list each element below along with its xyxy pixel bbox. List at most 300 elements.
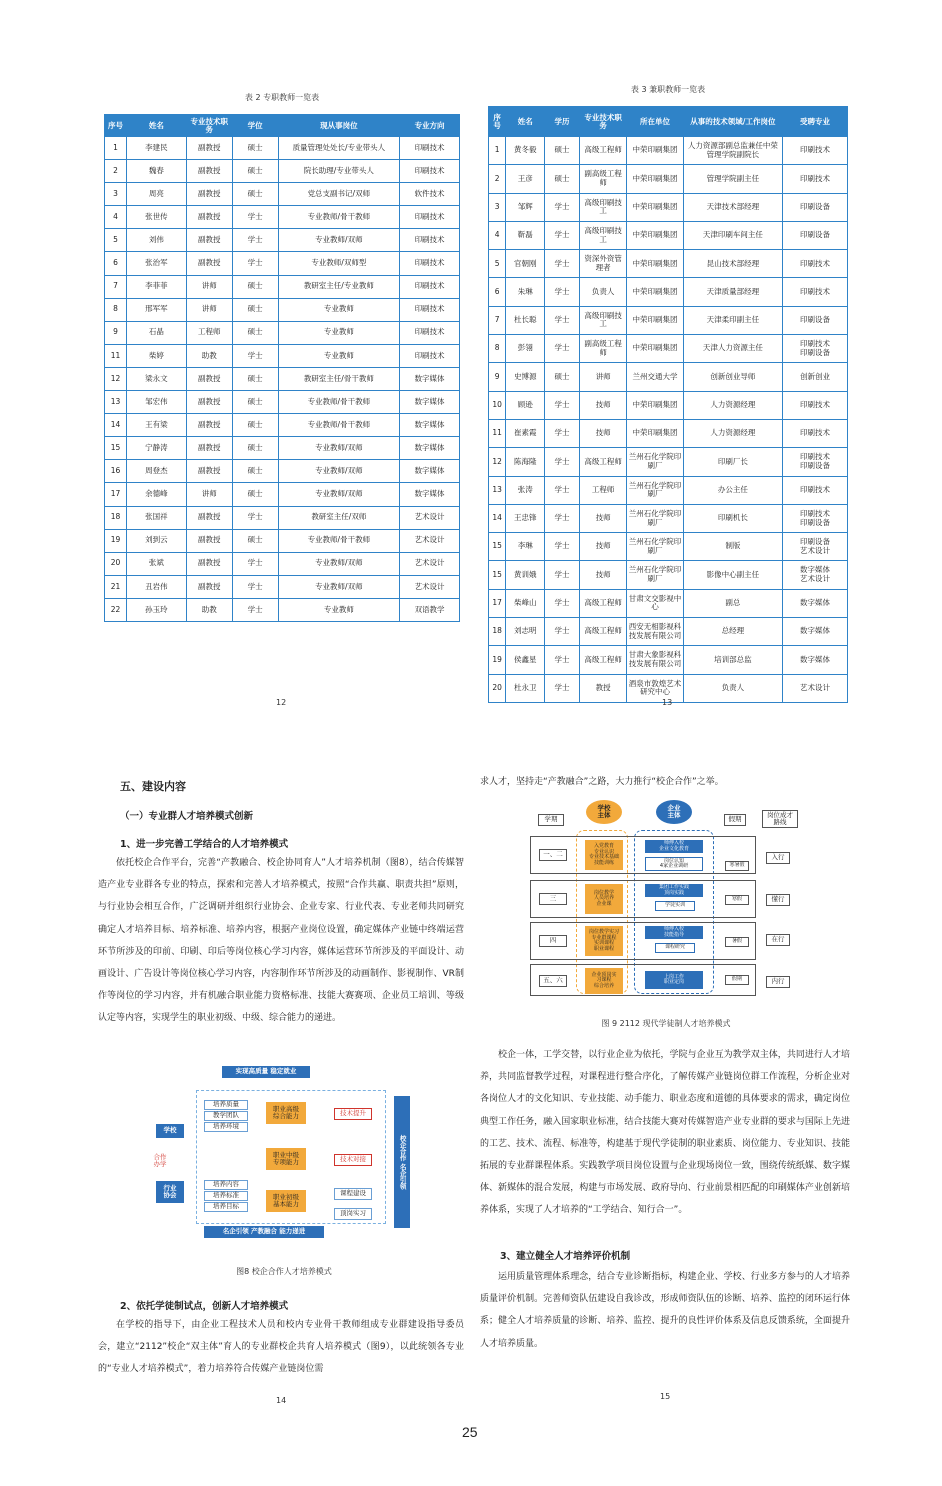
table-row	[105, 321, 460, 344]
fig9-stage-1: 入行	[766, 852, 790, 864]
table-row	[105, 137, 460, 160]
table2-cell: 教研室主任/专业教师	[278, 275, 400, 298]
table3-cell: 学士	[545, 306, 580, 334]
table2-cell: 学士	[232, 229, 278, 252]
table2-cell: 副教授	[186, 414, 232, 437]
table3-cell: 印刷设备 艺术设计	[783, 533, 848, 561]
table3-cell: 兰州石化学院印刷厂	[627, 561, 683, 589]
table3-cell: 印刷技术	[783, 165, 848, 193]
table3-cell: 10	[489, 391, 506, 419]
table2-cell: 专业教师/骨干教师	[278, 414, 400, 437]
fig9-term-1: 一、二	[539, 849, 567, 861]
table3-cell: 副高级工程师	[579, 165, 627, 193]
table2-cell: 5	[105, 229, 127, 252]
table3-cell: 13	[489, 476, 506, 504]
fig9-ent-item-3b: 课程研究	[655, 943, 695, 953]
table3-cell: 印刷厂长	[683, 448, 782, 476]
table3-cell: 学士	[545, 533, 580, 561]
table-row	[105, 598, 460, 621]
fig9-ent-item-3a: 师傅入校 技能指导	[645, 926, 703, 939]
table2-cell: 张世传	[126, 206, 186, 229]
table3-cell: 学士	[545, 476, 580, 504]
fig8-school-label: 学校	[156, 1124, 184, 1138]
table3-cell: 印刷技术 印刷设备	[783, 448, 848, 476]
table3-cell: 技师	[579, 504, 627, 532]
table-row	[489, 646, 848, 674]
table3-cell: 教授	[579, 674, 627, 702]
table2-cell: 余德峰	[126, 483, 186, 506]
table2-cell: 讲师	[186, 275, 232, 298]
table3-cell: 中荣印刷集团	[627, 335, 683, 363]
table3-cell: 创新创业导师	[683, 363, 782, 391]
table2-cell: 7	[105, 275, 127, 298]
fig9-holiday-2: 寒假	[725, 895, 749, 905]
table3-cell: 数字媒体 艺术设计	[783, 561, 848, 589]
table2-cell: 副教授	[186, 552, 232, 575]
table3-cell: 培训部总监	[683, 646, 782, 674]
table3-cell: 朱琳	[506, 278, 545, 306]
fig8-bottom-banner: 名企引领 产教融合 能力递进	[204, 1226, 324, 1238]
table2-cell: 印刷技术	[400, 252, 460, 275]
table3-cell: 学士	[545, 448, 580, 476]
table3-part-time-teachers	[488, 106, 848, 703]
table3-cell: 15	[489, 561, 506, 589]
table3-cell: 高级工程师	[579, 448, 627, 476]
table2-cell: 李菲菲	[126, 275, 186, 298]
table2-cell: 20	[105, 552, 127, 575]
table2-cell: 院长助理/专业带头人	[278, 160, 400, 183]
fig8-level-high: 职业高级 综合能力	[266, 1102, 306, 1124]
table-row	[489, 533, 848, 561]
table2-teachers	[104, 114, 460, 622]
table2-cell: 柴婷	[126, 344, 186, 367]
table2-cell: 硕士	[232, 321, 278, 344]
table2-cell: 数字媒体	[400, 367, 460, 390]
table3-cell: 王彦	[506, 165, 545, 193]
table3-cell: 11	[489, 419, 506, 447]
table3-cell: 高级印刷技工	[579, 221, 627, 249]
table2-cell: 3	[105, 183, 127, 206]
fig9-term-header: 学期	[538, 814, 564, 826]
table-row	[489, 391, 848, 419]
table-row	[489, 363, 848, 391]
table3-cell: 2	[489, 165, 506, 193]
paragraph-3: 校企一体，工学交替，以行业企业为依托，学院与企业互为教学双主体，共同进行人才培养，共同监督教学过程，对课程进行整合序化，了解传媒产业链岗位群工作流程，分析企业对各岗位人才的文化知识、专业技能、动手能力、职业态度和道德的具体要求的需求，确定岗位典型工作任务，融入国家职业标准，结合技能大赛对传媒智造产业专业群的要求与国际上先进的工艺、技术、流程、标准等，构建基于现代学徒制的职业素质、岗位能力、专业知识、技能拓展的专业群课程体系。实践教学项目岗位设置与企业现场岗位一致，围绕传统纸媒、数字媒体、新媒体的混合发展，构建与市场发展、政府导向、行业前景相匹配的印刷媒体产业创新培养体系，实现了人才培养的“工学结合、知行合一”。	[480, 1050, 850, 1216]
fig8-box-goal: 培养目标	[204, 1202, 248, 1212]
table2-cell: 印刷技术	[400, 298, 460, 321]
table2-cell: 学士	[232, 598, 278, 621]
table3-cell: 中荣印刷集团	[627, 221, 683, 249]
table3-cell: 天津人力资源主任	[683, 335, 782, 363]
table3-cell: 印刷技术	[783, 391, 848, 419]
table3-cell: 王忠锋	[506, 504, 545, 532]
table-row	[105, 298, 460, 321]
paragraph-2: 在学校的指导下，由企业工程技术人员和校内专业骨干教师组成专业群建设指导委员会，建立“2112”校企“双主体”育人的专业群校企共育人培养模式（图9），以此统领各专业的“专业人才培养模式”，着力培养符合传媒产业链岗位需	[98, 1320, 464, 1375]
table3-cell: 李琳	[506, 533, 545, 561]
table3-cell: 技师	[579, 419, 627, 447]
table3-cell: 学士	[545, 193, 580, 221]
table2-cell: 硕士	[232, 298, 278, 321]
fig9-school-item-2: 岗位教学 人员培养 企业课	[585, 884, 623, 914]
table2-cell: 印刷技术	[400, 160, 460, 183]
fig9-path-header: 岗位成才 路线	[762, 810, 798, 828]
table3-cell: 人力资源经理	[683, 419, 782, 447]
page-number-12: 12	[276, 698, 287, 707]
fig8-bottom-boxes	[204, 1180, 248, 1212]
table3-cell: 硕士	[545, 363, 580, 391]
fig9-school-item-4: 企业顶岗实 习课程 综合培养	[585, 968, 623, 994]
table3-cell: 杜永卫	[506, 674, 545, 702]
fig9-term-3: 四	[539, 935, 567, 947]
table2-cell: 副教授	[186, 252, 232, 275]
table2-cell: 2	[105, 160, 127, 183]
fig9-row-1	[530, 836, 756, 874]
fig9-ent-item-4: 上岗工作 职业定岗	[645, 971, 703, 989]
table-row	[105, 552, 460, 575]
table-row	[489, 221, 848, 249]
table2-cell: 副教授	[186, 206, 232, 229]
table-row	[105, 391, 460, 414]
table2-cell: 学士	[232, 252, 278, 275]
table3-cell: 高级工程师	[579, 589, 627, 617]
table3-header-6: 受聘专业	[783, 107, 848, 137]
table2-cell: 专业教师/双师	[278, 229, 400, 252]
table-row	[105, 367, 460, 390]
table2-cell: 数字媒体	[400, 460, 460, 483]
table2-cell: 副教授	[186, 137, 232, 160]
table3-cell: 天津质量部经理	[683, 278, 782, 306]
table-row	[105, 529, 460, 552]
table2-cell: 工程师	[186, 321, 232, 344]
table2-cell: 数字媒体	[400, 483, 460, 506]
table3-cell: 高级工程师	[579, 646, 627, 674]
table3-cell: 印刷技术	[783, 476, 848, 504]
table3-cell: 办公主任	[683, 476, 782, 504]
table3-cell: 学士	[545, 674, 580, 702]
fig9-row-3	[530, 922, 756, 960]
table2-cell: 副教授	[186, 575, 232, 598]
table3-cell: 天津印刷车间主任	[683, 221, 782, 249]
table3-cell: 甘肃文交影视中心	[627, 589, 683, 617]
table-row	[105, 575, 460, 598]
table2-cell: 学士	[232, 552, 278, 575]
table2-cell: 教研室主任/双师	[278, 506, 400, 529]
table3-cell: 甘肃大象影视科技发展有限公司	[627, 646, 683, 674]
table2-cell: 讲师	[186, 298, 232, 321]
table2-cell: 专业教师/骨干教师	[278, 206, 400, 229]
table3-cell: 学士	[545, 589, 580, 617]
table3-cell: 黄训娥	[506, 561, 545, 589]
table3-cell: 中荣印刷集团	[627, 391, 683, 419]
table2-cell: 专业教师/双师	[278, 575, 400, 598]
table3-cell: 中荣印刷集团	[627, 137, 683, 165]
table2-cell: 孙玉玲	[126, 598, 186, 621]
subsection-1-3-title: 3、建立健全人才培养评价机制	[500, 1251, 631, 1262]
table2-cell: 14	[105, 414, 127, 437]
fig9-holiday-4: 假期	[725, 975, 749, 985]
table2-cell: 数字媒体	[400, 391, 460, 414]
table3-cell: 学士	[545, 250, 580, 278]
fig8-coop-label: 合作 办学	[153, 1152, 167, 1168]
table3-cell: 学士	[545, 618, 580, 646]
fig8-level-mid: 职业中级 专项能力	[266, 1148, 306, 1170]
table2-cell: 硕士	[232, 391, 278, 414]
table2-cell: 教研室主任/骨干教师	[278, 367, 400, 390]
table2-cell: 梁永文	[126, 367, 186, 390]
table3-cell: 6	[489, 278, 506, 306]
table3-cell: 印刷设备	[783, 306, 848, 334]
table2-cell: 硕士	[232, 483, 278, 506]
subsection-title-1: （一）专业群人才培养模式创新	[120, 811, 254, 822]
table3-cell: 靳磊	[506, 221, 545, 249]
table2-cell: 18	[105, 506, 127, 529]
subsection-1-1-title: 1、进一步完善工学结合的人才培养模式	[120, 839, 289, 850]
table2-cell: 专业教师/骨干教师	[278, 391, 400, 414]
table2-cell: 硕士	[232, 275, 278, 298]
table3-cell: 天津柔印副主任	[683, 306, 782, 334]
table2-cell: 张国祥	[126, 506, 186, 529]
table3-cell: 9	[489, 363, 506, 391]
fig9-holiday-1: 寒暑假	[725, 861, 749, 871]
table3-cell: 张涛	[506, 476, 545, 504]
table3-cell: 20	[489, 674, 506, 702]
table3-cell: 中荣印刷集团	[627, 250, 683, 278]
table3-cell: 12	[489, 448, 506, 476]
table3-cell: 数字媒体	[783, 589, 848, 617]
table3-cell: 印刷技术	[783, 137, 848, 165]
table-row	[105, 229, 460, 252]
fig8-box-content: 培养内容	[204, 1180, 248, 1190]
page-number-13: 13	[662, 698, 673, 707]
table3-cell: 8	[489, 335, 506, 363]
table2-cell: 刘伟	[126, 229, 186, 252]
table3-cell: 副总	[683, 589, 782, 617]
fig8-level-basic: 职业初级 基本能力	[266, 1190, 306, 1212]
table2-cell: 13	[105, 391, 127, 414]
table-row	[105, 160, 460, 183]
table2-header-1: 姓名	[126, 115, 186, 137]
table3-cell: 学士	[545, 221, 580, 249]
table3-header-2: 学历	[545, 107, 580, 137]
table-row	[105, 437, 460, 460]
table2-cell: 15	[105, 437, 127, 460]
table-row	[105, 183, 460, 206]
table3-header-1: 姓名	[506, 107, 545, 137]
table3-cell: 技师	[579, 533, 627, 561]
table2-cell: 艺术设计	[400, 552, 460, 575]
table3-cell: 影像中心副主任	[683, 561, 782, 589]
table3-cell: 印刷机长	[683, 504, 782, 532]
table2-cell: 19	[105, 529, 127, 552]
fig9-holiday-3: 暑假	[725, 937, 749, 947]
table2-cell: 副教授	[186, 160, 232, 183]
table3-cell: 负责人	[683, 674, 782, 702]
table2-cell: 丑岩伟	[126, 575, 186, 598]
table2-cell: 21	[105, 575, 127, 598]
table3-cell: 14	[489, 504, 506, 532]
table2-cell: 副教授	[186, 367, 232, 390]
fig8-box-team: 教学团队	[204, 1111, 248, 1121]
fig9-school-item-3: 岗位教学实习 专业群课程 实训课程 职业课程	[585, 926, 623, 956]
table2-cell: 宁静涛	[126, 437, 186, 460]
table3-cell: 杜长聪	[506, 306, 545, 334]
table3-cell: 陈海隆	[506, 448, 545, 476]
table2-cell: 助教	[186, 598, 232, 621]
table2-cell: 助教	[186, 344, 232, 367]
fig9-ent-item-1a: 师傅入校 企业文化教育	[645, 840, 703, 853]
table-row	[489, 250, 848, 278]
table3-cell: 5	[489, 250, 506, 278]
table3-cell: 1	[489, 137, 506, 165]
table3-cell: 7	[489, 306, 506, 334]
table3-header-row	[489, 107, 848, 137]
table3-cell: 侯鑫星	[506, 646, 545, 674]
table2-cell: 专业教师/骨干教师	[278, 529, 400, 552]
fig8-box-environment: 培养环境	[204, 1122, 248, 1132]
figure-9	[530, 800, 802, 1000]
table-row	[105, 460, 460, 483]
table2-cell: 学士	[232, 206, 278, 229]
table-row	[489, 137, 848, 165]
fig9-ent-item-2a: 集团工作实践 顶岗实践	[645, 884, 703, 897]
table2-cell: 讲师	[186, 483, 232, 506]
fig9-holiday-header: 假期	[724, 814, 746, 826]
table2-cell: 硕士	[232, 367, 278, 390]
table3-cell: 西安无相影视科技发展有限公司	[627, 618, 683, 646]
table2-cell: 软件技术	[400, 183, 460, 206]
table2-cell: 9	[105, 321, 127, 344]
table3-cell: 印刷技术	[783, 250, 848, 278]
table2-header-0: 序号	[105, 115, 127, 137]
table3-cell: 兰州石化学院印刷厂	[627, 476, 683, 504]
table2-cell: 硕士	[232, 414, 278, 437]
fig8-caption: 图8 校企合作人才培养模式	[236, 1267, 332, 1276]
fig8-assoc-label: 行业 协会	[156, 1181, 184, 1203]
table3-cell: 技师	[579, 391, 627, 419]
fig9-ent-item-2b: 学徒实训	[655, 901, 695, 911]
table3-cell: 中荣印刷集团	[627, 419, 683, 447]
table3-cell: 兰州石化学院印刷厂	[627, 448, 683, 476]
table2-cell: 质量管理处处长/专业带头人	[278, 137, 400, 160]
table2-cell: 硕士	[232, 137, 278, 160]
table2-cell: 副教授	[186, 391, 232, 414]
table2-cell: 6	[105, 252, 127, 275]
table2-cell: 1	[105, 137, 127, 160]
table2-cell: 数字媒体	[400, 414, 460, 437]
table-row	[489, 561, 848, 589]
table-row	[105, 344, 460, 367]
table-row	[105, 414, 460, 437]
table-row	[489, 419, 848, 447]
fig9-school-header: 学校 主体	[586, 800, 622, 824]
table2-cell: 专业教师	[278, 598, 400, 621]
table2-cell: 党总支副书记/双师	[278, 183, 400, 206]
table3-cell: 学士	[545, 419, 580, 447]
table3-cell: 3	[489, 193, 506, 221]
table2-cell: 双语教学	[400, 598, 460, 621]
table3-cell: 制版	[683, 533, 782, 561]
table2-cell: 学士	[232, 344, 278, 367]
table3-cell: 昆山技术部经理	[683, 250, 782, 278]
table2-cell: 印刷技术	[400, 275, 460, 298]
table2-caption: 表 2 专职教师一览表	[244, 93, 320, 102]
table3-cell: 总经理	[683, 618, 782, 646]
table3-cell: 15	[489, 533, 506, 561]
table2-cell: 专业教师	[278, 344, 400, 367]
table3-cell: 硕士	[545, 137, 580, 165]
table2-cell: 专业教师/双师	[278, 483, 400, 506]
fig9-stage-4: 内行	[766, 976, 790, 988]
fig9-row-2	[530, 880, 756, 918]
table3-cell: 史博源	[506, 363, 545, 391]
table2-cell: 11	[105, 344, 127, 367]
table2-cell: 22	[105, 598, 127, 621]
table2-cell: 专业教师/双师	[278, 437, 400, 460]
table2-cell: 数字媒体	[400, 437, 460, 460]
table3-cell: 学士	[545, 391, 580, 419]
fig8-side-course: 课程建设	[334, 1188, 372, 1200]
table2-cell: 张治军	[126, 252, 186, 275]
sheet-page-number: 25	[462, 1424, 478, 1440]
table2-header-3: 学位	[232, 115, 278, 137]
fig8-top-boxes	[204, 1100, 248, 1132]
table3-cell: 人力资源经理	[683, 391, 782, 419]
table3-caption: 表 3 兼职教师一览表	[630, 85, 706, 94]
table2-cell: 专业教师/双师	[278, 460, 400, 483]
fig9-stage-3: 在行	[766, 934, 790, 946]
table3-cell: 高级印刷技工	[579, 306, 627, 334]
table-row	[105, 252, 460, 275]
table3-cell: 印刷设备	[783, 221, 848, 249]
table3-cell: 人力资源部副总监兼任中荣管理学院副院长	[683, 137, 782, 165]
table-row	[489, 335, 848, 363]
table3-cell: 高级印刷技工	[579, 193, 627, 221]
table2-header-row	[105, 115, 460, 137]
table3-cell: 负责人	[579, 278, 627, 306]
table2-cell: 李建民	[126, 137, 186, 160]
table3-header-0: 序号	[489, 107, 506, 137]
table3-cell: 管理学院副主任	[683, 165, 782, 193]
paragraph-top-right: 求人才，坚持走“产教融合”之路，大力推行“校企合作”之举。	[480, 777, 724, 787]
table-row	[105, 506, 460, 529]
table3-cell: 高级工程师	[579, 618, 627, 646]
table3-cell: 创新创业	[783, 363, 848, 391]
table2-cell: 邢军军	[126, 298, 186, 321]
table3-cell: 中荣印刷集团	[627, 278, 683, 306]
table3-cell: 酒泉市敦煌艺术研究中心	[627, 674, 683, 702]
fig9-term-2: 三	[539, 893, 567, 905]
table2-cell: 硕士	[232, 160, 278, 183]
fig9-stage-2: 懂行	[766, 894, 790, 906]
table2-cell: 副教授	[186, 529, 232, 552]
table-row	[489, 278, 848, 306]
subsection-1-2-title: 2、依托学徒制试点，创新人才培养模式	[120, 1301, 289, 1312]
table2-cell: 硕士	[232, 460, 278, 483]
fig8-box-quality: 培养质量	[204, 1100, 248, 1110]
table-row	[489, 193, 848, 221]
table2-cell: 邹宏伟	[126, 391, 186, 414]
table3-cell: 艺术设计	[783, 674, 848, 702]
table2-cell: 12	[105, 367, 127, 390]
table3-header-5: 从事的技术领域/工作岗位	[683, 107, 782, 137]
table3-cell: 学士	[545, 561, 580, 589]
table3-cell: 讲师	[579, 363, 627, 391]
table2-cell: 印刷技术	[400, 344, 460, 367]
table3-cell: 顾逊	[506, 391, 545, 419]
table2-cell: 石晶	[126, 321, 186, 344]
fig9-row-4	[530, 964, 756, 996]
table-row	[489, 504, 848, 532]
